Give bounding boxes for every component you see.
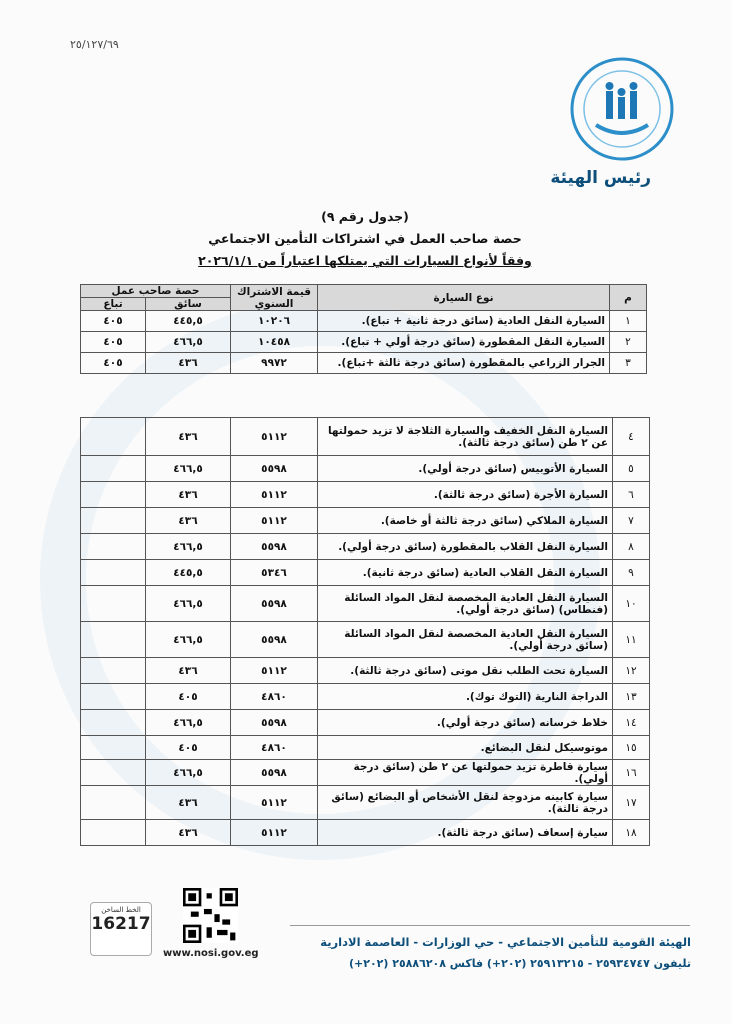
table-row [81,482,650,508]
cell-vehicle-type: السيارة النقل العادية (سائق درجة ثانية + تباع). [318,311,610,332]
cell-vehicle-type: السيارة النقل العادية المخصصة لنقل المواد السائلة (سائق درجة أولي). [318,622,613,658]
table-row [81,456,650,482]
cell-m: ١ [610,311,647,332]
footer-contact: تليفون ٢٥٩٣٤٧٤٧ - ٢٥٩١٣٢١٥ (٢٠٢+) فاكس ٢٥٨٨٦٢٠٨ (٢٠٢+) [348,957,691,970]
cell-vehicle-type: السيارة الملاكي (سائق درجة ثالثة أو خاصة). [318,508,613,534]
cell-annual-value: ٥٥٩٨ [231,760,318,786]
cell-follower-share [81,710,146,736]
table-body-part1 [81,311,647,374]
cell-m: ٤ [613,418,650,456]
cell-vehicle-type: سيارة إسعاف (سائق درجة ثالثة). [318,820,613,846]
cell-follower-share [81,534,146,560]
header-driver: سائق [146,298,231,311]
cell-annual-value: ٥١١٢ [231,658,318,684]
cell-m: ١٨ [613,820,650,846]
cell-m: ٩ [613,560,650,586]
cell-vehicle-type: السيارة تحت الطلب نقل موتى (سائق درجة ثالثة). [318,658,613,684]
cell-driver-share: ٤٦٦,٥ [146,710,231,736]
cell-m: ٦ [613,482,650,508]
document-number: ٢٥/١٢٧/٦٩ [70,38,119,51]
cell-annual-value: ١٠٢٠٦ [231,311,318,332]
cell-driver-share: ٤٦٦,٥ [146,760,231,786]
table-row [81,508,650,534]
cell-vehicle-type: سيارة كابينه مزدوجة لنقل الأشخاص أو البضائع (سائق درجة ثالثة). [318,786,613,820]
table-number: (جدول رقم ٩) [321,209,409,224]
cell-driver-share: ٤٣٦ [146,820,231,846]
cell-annual-value: ٥٥٩٨ [231,622,318,658]
cell-m: ٨ [613,534,650,560]
table-row [81,622,650,658]
cell-driver-share: ٤٣٦ [146,508,231,534]
cell-m: ٣ [610,353,647,374]
cell-driver-share: ٤٦٦,٥ [146,534,231,560]
cell-driver-share: ٤٠٥ [146,684,231,710]
table-row [81,736,650,760]
cell-annual-value: ١٠٤٥٨ [231,332,318,353]
cell-m: ٧ [613,508,650,534]
cell-annual-value: ٥١١٢ [231,820,318,846]
cell-m: ١٥ [613,736,650,760]
cell-m: ٥ [613,456,650,482]
cell-driver-share: ٤٦٦,٥ [146,622,231,658]
header-type: نوع السيارة [318,285,610,311]
table-body-part2 [81,418,650,846]
cell-annual-value: ٥٥٩٨ [231,710,318,736]
cell-annual-value: ٤٨٦٠ [231,684,318,710]
hotline-badge [90,902,152,956]
cell-follower-share [81,622,146,658]
cell-annual-value: ٥١١٢ [231,418,318,456]
organization-logo [568,55,676,163]
cell-annual-value: ٥١١٢ [231,786,318,820]
table-row [81,684,650,710]
cell-annual-value: ٥٥٩٨ [231,586,318,622]
cell-follower-share [81,418,146,456]
cell-follower-share [81,456,146,482]
table-row [81,820,650,846]
table-row [81,760,650,786]
cell-vehicle-type: السيارة النقل المقطورة (سائق درجة أولي + تباع). [318,332,610,353]
cell-m: ١١ [613,622,650,658]
table-titles [120,206,610,272]
hotline-number: 16217 [91,914,151,934]
header-share: حصة صاحب عمل [81,285,231,298]
cell-annual-value: ٥٣٤٦ [231,560,318,586]
cell-vehicle-type: سيارة قاطرة تزيد حمولتها عن ٢ طن (سائق درجة أولي). [318,760,613,786]
table-row [81,786,650,820]
cell-vehicle-type: موتوسيكل لنقل البضائع. [318,736,613,760]
hotline-label: الخط الساخن [101,906,141,914]
table-subtitle: وفقاً لأنواع السيارات التي يمتلكها اعتباراً من ٢٠٢٦/١/١ [198,253,532,268]
website-url: www.nosi.gov.eg [163,948,259,959]
cell-m: ١٧ [613,786,650,820]
cell-m: ١٦ [613,760,650,786]
cell-m: ١٣ [613,684,650,710]
table-row [81,332,647,353]
cell-follower-share [81,820,146,846]
cell-annual-value: ٥٥٩٨ [231,534,318,560]
cell-driver-share: ٤٣٦ [146,418,231,456]
cell-follower-share [81,684,146,710]
cell-driver-share: ٤٤٥,٥ [146,560,231,586]
header-follower: تباع [81,298,146,311]
cell-follower-share: ٤٠٥ [81,311,146,332]
cell-driver-share: ٤٣٦ [146,658,231,684]
cell-follower-share [81,658,146,684]
header-m: م [610,285,647,311]
cell-follower-share [81,508,146,534]
footer-divider [290,925,690,926]
cell-m: ١٢ [613,658,650,684]
contributions-table-part2 [80,417,650,846]
cell-annual-value: ٥١١٢ [231,508,318,534]
table-row [81,658,650,684]
head-of-authority-label: رئيس الهيئة [550,168,651,188]
table-row [81,534,650,560]
table-row [81,560,650,586]
table-row [81,311,647,332]
cell-annual-value: ٥٥٩٨ [231,456,318,482]
cell-vehicle-type: الجرار الزراعي بالمقطورة (سائق درجة ثالثة +تباع). [318,353,610,374]
cell-driver-share: ٤٣٦ [146,353,231,374]
cell-follower-share [81,786,146,820]
table-row [81,710,650,736]
footer-address: الهيئة القومية للتأمين الاجتماعي - حي الوزارات - العاصمة الادارية [320,935,691,949]
cell-driver-share: ٤٣٦ [146,482,231,508]
cell-follower-share [81,482,146,508]
cell-vehicle-type: السيارة النقل الخفيف والسيارة الثلاجة لا تزيد حمولتها عن ٢ طن (سائق درجة ثالثة). [318,418,613,456]
cell-annual-value: ٥١١٢ [231,482,318,508]
table-row [81,418,650,456]
cell-m: ٢ [610,332,647,353]
table-row [81,586,650,622]
contributions-table-part1 [80,284,647,374]
cell-annual-value: ٩٩٧٢ [231,353,318,374]
table-title: حصة صاحب العمل في اشتراكات التأمين الاجتماعي [208,231,522,246]
cell-driver-share: ٤٦٦,٥ [146,456,231,482]
cell-driver-share: ٤٦٦,٥ [146,586,231,622]
cell-vehicle-type: السيارة النقل العادية المخصصة لنقل المواد السائلة (فنطاس) (سائق درجة أولي). [318,586,613,622]
cell-follower-share [81,760,146,786]
cell-follower-share: ٤٠٥ [81,353,146,374]
cell-driver-share: ٤٠٥ [146,736,231,760]
cell-driver-share: ٤٤٥,٥ [146,311,231,332]
cell-vehicle-type: خلاط خرسانه (سائق درجة أولي). [318,710,613,736]
table-row [81,353,647,374]
qr-code [183,888,238,943]
cell-follower-share: ٤٠٥ [81,332,146,353]
cell-driver-share: ٤٣٦ [146,786,231,820]
cell-vehicle-type: الدراجة النارية (التوك توك). [318,684,613,710]
cell-annual-value: ٤٨٦٠ [231,736,318,760]
cell-vehicle-type: السيارة الأجرة (سائق درجة ثالثة). [318,482,613,508]
cell-vehicle-type: السيارة النقل القلاب بالمقطورة (سائق درجة أولي). [318,534,613,560]
cell-m: ١٤ [613,710,650,736]
cell-driver-share: ٤٦٦,٥ [146,332,231,353]
cell-follower-share [81,586,146,622]
cell-m: ١٠ [613,586,650,622]
cell-follower-share [81,560,146,586]
header-value: قيمة الاشتراك السنوي [231,285,318,311]
cell-follower-share [81,736,146,760]
cell-vehicle-type: السيارة الأتوبيس (سائق درجة أولي). [318,456,613,482]
cell-vehicle-type: السيارة النقل القلاب العادية (سائق درجة ثانية). [318,560,613,586]
